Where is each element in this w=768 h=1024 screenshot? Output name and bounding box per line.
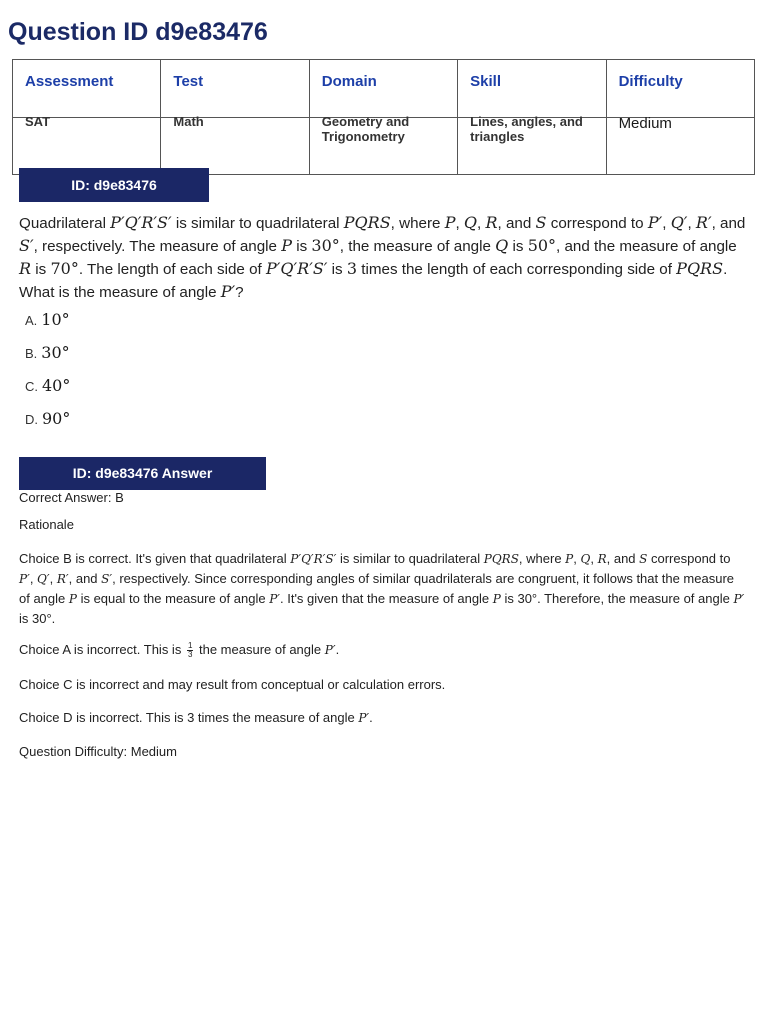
math-expression: R xyxy=(597,552,607,566)
stem-text: , xyxy=(662,215,671,232)
stem-text: , and the measure of angle xyxy=(556,238,737,255)
math-expression: S′ xyxy=(101,572,113,586)
math-expression: P′ xyxy=(647,213,663,232)
question-stem xyxy=(19,212,747,304)
meta-header-cell xyxy=(458,60,606,118)
meta-value-cell xyxy=(458,114,606,175)
math-expression: P xyxy=(492,592,501,606)
rationale-text: is equal to the measure of angle xyxy=(76,591,270,606)
stem-text: is xyxy=(292,238,312,255)
meta-header-cell xyxy=(309,60,457,118)
math-expression: Q xyxy=(495,236,509,255)
rationale-text: correspond to xyxy=(647,551,731,566)
stem-text: , and xyxy=(497,215,536,232)
meta-header-row xyxy=(13,60,755,118)
stem-text: , and xyxy=(711,215,746,232)
math-expression: S xyxy=(639,552,648,566)
assessment-header: Assessment xyxy=(25,73,114,90)
math-expression: PQRS xyxy=(676,259,724,278)
meta-value-cell xyxy=(309,114,457,175)
math-expression: Q′ xyxy=(670,213,688,232)
fraction-numerator: 1 xyxy=(187,641,193,651)
math-expression: P′ xyxy=(733,592,745,606)
question-meta-table xyxy=(12,59,755,175)
rationale-text: , xyxy=(49,571,57,586)
stem-text: , the measure of angle xyxy=(339,238,496,255)
stem-text: , xyxy=(477,215,486,232)
math-expression: P′ xyxy=(19,572,30,586)
math-expression: P xyxy=(565,552,574,566)
choice-b[interactable] xyxy=(25,343,70,363)
math-expression: P′ xyxy=(324,643,336,657)
stem-text: , where xyxy=(390,215,445,232)
math-number: 3 xyxy=(346,259,358,278)
difficulty-value: Medium xyxy=(618,115,672,132)
math-expression: Q′ xyxy=(37,572,50,586)
stem-text: is xyxy=(31,261,51,278)
rationale-heading: Rationale xyxy=(19,517,74,532)
answer-id-bar: ID: d9e83476 Answer xyxy=(19,457,266,490)
meta-value-row xyxy=(13,118,755,175)
meta-value-cell xyxy=(606,115,754,175)
math-expression: R′ xyxy=(56,572,69,586)
math-expression: P′Q′R′S′ xyxy=(110,213,172,232)
math-expression: S′ xyxy=(19,236,34,255)
rationale-choice-d xyxy=(19,708,747,728)
page-title: Question ID d9e83476 xyxy=(8,18,268,46)
math-expression: P xyxy=(68,592,77,606)
choice-value: 10° xyxy=(41,310,70,329)
rationale-text: , xyxy=(573,551,581,566)
stem-text: . What is the measure of angle xyxy=(19,261,728,301)
choice-d[interactable] xyxy=(25,409,70,429)
rationale-choice-a xyxy=(19,640,747,660)
rationale-text: is 30°. xyxy=(19,611,56,626)
difficulty-header: Difficulty xyxy=(618,73,683,90)
rationale-choice-b xyxy=(19,549,747,628)
math-expression: P′Q′R′S′ xyxy=(290,552,337,566)
math-expression: P′ xyxy=(220,282,236,301)
math-expression: P xyxy=(281,236,292,255)
rationale-text: . xyxy=(369,710,373,725)
meta-header-cell xyxy=(13,60,161,118)
math-expression: R xyxy=(485,213,498,232)
choice-value: 90° xyxy=(42,409,71,428)
math-expression: P′Q′R′S′ xyxy=(266,259,328,278)
math-expression: P xyxy=(444,213,456,232)
rationale-text: is 30°. Therefore, the measure of angle xyxy=(500,591,734,606)
question-difficulty: Question Difficulty: Medium xyxy=(19,744,177,759)
stem-text: ? xyxy=(235,284,244,301)
math-expression: P′ xyxy=(269,592,280,606)
rationale-text: , and xyxy=(606,551,640,566)
math-expression: PQRS xyxy=(483,552,519,566)
math-expression: S xyxy=(535,213,547,232)
choice-letter: A. xyxy=(25,313,38,328)
math-expression: Q xyxy=(463,213,478,232)
rationale-text: , and xyxy=(68,571,102,586)
rationale-text: is similar to quadrilateral xyxy=(336,551,484,566)
rationale-text: . It's given that the measure of angle xyxy=(280,591,493,606)
stem-text: , respectively. The measure of angle xyxy=(33,238,282,255)
choice-value: 40° xyxy=(42,376,71,395)
test-value: Math xyxy=(173,114,204,129)
rationale-text: , xyxy=(29,571,38,586)
choice-letter: C. xyxy=(25,379,38,394)
stem-text: is similar to quadrilateral xyxy=(171,215,344,232)
skill-header: Skill xyxy=(470,73,502,90)
math-expression: PQRS xyxy=(343,213,391,232)
math-expression: R xyxy=(19,259,32,278)
correct-answer: Correct Answer: B xyxy=(19,490,124,505)
stem-text: , xyxy=(687,215,696,232)
stem-text: correspond to xyxy=(546,215,648,232)
rationale-text: , xyxy=(590,551,598,566)
skill-value: Lines, angles, and triangles xyxy=(470,114,583,144)
domain-value: Geometry and Trigonometry xyxy=(321,114,410,144)
stem-text: times the length of each corresponding side of xyxy=(357,261,677,278)
math-number: 30° xyxy=(311,236,340,255)
meta-value-cell xyxy=(13,114,161,175)
choice-letter: D. xyxy=(25,412,38,427)
stem-text: Quadrilateral xyxy=(19,215,111,232)
rationale-text: Choice A is incorrect. This is xyxy=(19,642,185,657)
meta-header-cell xyxy=(161,60,309,118)
fraction-denominator: 3 xyxy=(187,650,193,660)
stem-text: is xyxy=(508,238,528,255)
rationale-choice-c: Choice C is incorrect and may result from conceptual or calculation errors. xyxy=(19,677,446,692)
rationale-text: Choice B is correct. It's given that quadrilateral xyxy=(19,551,291,566)
rationale-text: , where xyxy=(518,551,566,566)
meta-value-cell xyxy=(161,114,309,175)
choice-a[interactable] xyxy=(25,310,70,330)
stem-text: is xyxy=(327,261,347,278)
math-number: 50° xyxy=(527,236,557,255)
rationale-text: , respectively. Since corresponding angles of similar quadrilaterals are congruent, it follows that the measure of angle xyxy=(19,571,734,606)
domain-header: Domain xyxy=(321,73,377,90)
question-id-bar: ID: d9e83476 xyxy=(19,168,209,202)
choice-value: 30° xyxy=(41,343,70,362)
stem-text: . The length of each side of xyxy=(78,261,266,278)
choice-c[interactable] xyxy=(25,376,70,396)
test-header: Test xyxy=(173,73,204,90)
math-expression: P′ xyxy=(358,711,370,725)
choice-letter: B. xyxy=(25,346,38,361)
fraction xyxy=(187,642,193,659)
stem-text: , xyxy=(455,215,464,232)
math-number: 70° xyxy=(50,259,79,278)
rationale-text: . xyxy=(335,642,340,657)
rationale-text: Choice D is incorrect. This is 3 times the measure of angle xyxy=(19,710,359,725)
math-expression: Q xyxy=(580,552,591,566)
math-expression: R′ xyxy=(695,213,712,232)
assessment-value: SAT xyxy=(25,114,51,129)
rationale-text: the measure of angle xyxy=(195,642,325,657)
meta-header-cell xyxy=(606,60,754,118)
